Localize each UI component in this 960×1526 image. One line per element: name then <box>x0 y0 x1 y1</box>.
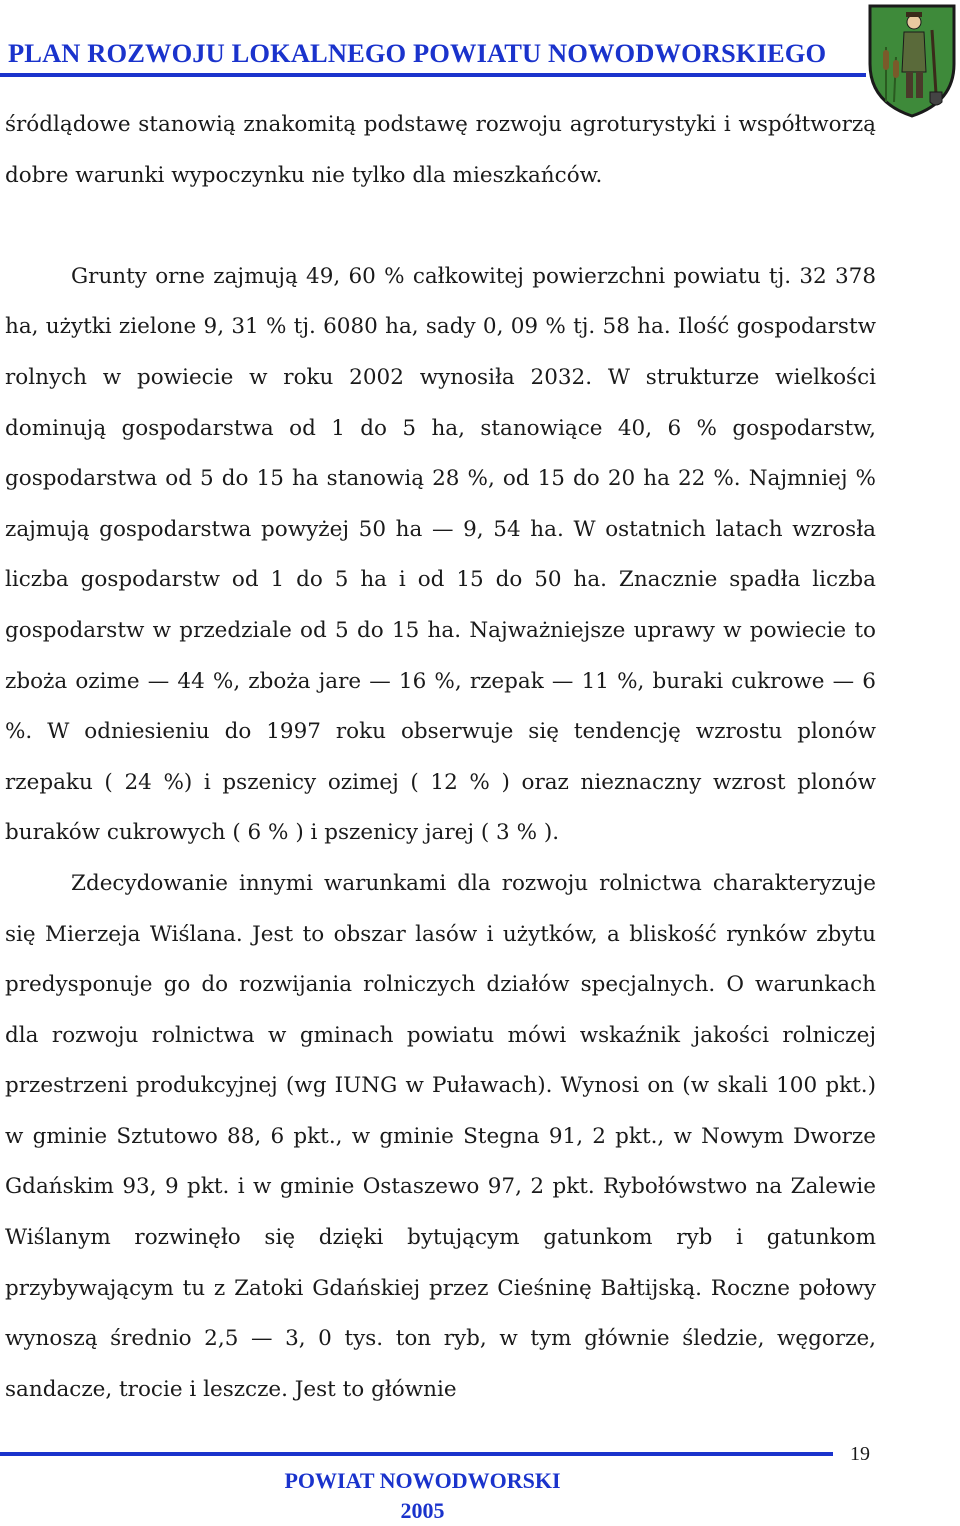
header-title: PLAN ROZWOJU LOKALNEGO POWIATU NOWODWORSKIEGO <box>8 38 827 68</box>
footer-title <box>0 1466 845 1526</box>
body-paragraph: śródlądowe stanowią znakomitą podstawę rozwoju agroturystyki i współtworzą dobre warunki wypoczynku nie tylko dla mieszkańców. <box>5 112 876 188</box>
body-text <box>5 100 876 1415</box>
page-number: 19 <box>850 1443 870 1465</box>
paragraph-gap <box>5 201 876 252</box>
footer-divider <box>0 1452 833 1456</box>
footer-line-2: 2005 <box>400 1498 445 1523</box>
body-paragraph: Grunty orne zajmują 49, 60 % całkowitej powierzchni powiatu tj. 32 378 ha, użytki zielone 9, 31 % tj. 6080 ha, sady 0, 09 % tj. 58 ha. Ilość gospodarstw rolnych w powiecie w roku 2002 wynosiła 2032. W strukturze wielkości dominują gospodarstwa od 1 do 5 ha, stanowiące 40, 6 % gospodarstw, gospodarstwa od 5 do 15 ha stanowią 28 %, od 15 do 20 ha 22 %. Najmniej % zajmują gospodarstwa powyżej 50 ha — 9, 54 ha. W ostatnich latach wzrosła liczba gospodarstw od 1 do 5 ha i od 15 do 50 ha. Znacznie spadła liczba gospodarstw w przedziale od 5 do 15 ha. Najważniejsze uprawy w powiecie to zboża ozime — 44 %, zboża jare — 16 %, rzepak — 11 %, buraki cukrowe — 6 %. W odniesieniu do 1997 roku obserwuje się tendencję wzrostu plonów rzepaku ( 24 %) i pszenicy ozimej ( 12 % ) oraz nieznaczny wzrost plonów buraków cukrowych ( 6 % ) i pszenicy jarej ( 3 % ). <box>5 263 876 846</box>
footer-line-1: POWIAT NOWODWORSKI <box>284 1468 561 1493</box>
county-coat-of-arms-icon <box>866 2 958 120</box>
body-paragraph: Zdecydowanie innymi warunkami dla rozwoju rolnictwa charakteryzuje się Mierzeja Wiślana. Jest to obszar lasów i użytków, a bliskość rynków zbytu predysponuje go do rozwijania rolniczych działów specjalnych. O warunkach dla rozwoju rolnictwa w gminach powiatu mówi wskaźnik jakości rolniczej przestrzeni produkcyjnej (wg IUNG w Puławach). Wynosi on (w skali 100 pkt.) w gminie Sztutowo 88, 6 pkt., w gminie Stegna 91, 2 pkt., w Nowym Dworze Gdańskim 93, 9 pkt. i w gminie Ostaszewo 97, 2 pkt. Rybołówstwo na Zalewie Wiślanym rozwinęło się dzięki bytującym gatunkom ryb i gatunkom przybywającym tu z Zatoki Gdańskiej przez Cieśninę Bałtijską. Roczne połowy wynoszą średnio 2,5 — 3, 0 tys. ton ryb, w tym głównie śledzie, węgorze, sandacze, trocie i leszcze. Jest to głównie <box>5 870 876 1402</box>
header-divider <box>0 73 866 77</box>
